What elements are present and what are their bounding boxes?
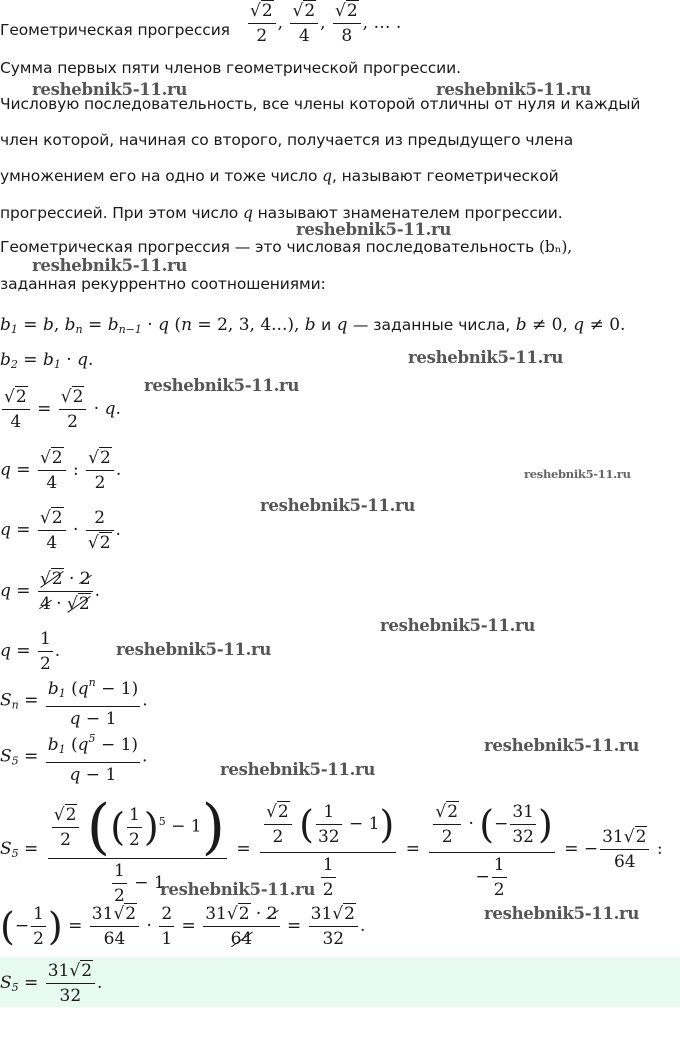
watermark: reshebnik5-11.ru <box>260 496 416 515</box>
theory-line-3: умножением его на одно и тоже число q, называют геометрической <box>0 167 559 185</box>
theory-line-4: прогрессией. При этом число q называют знаменателем прогрессии. <box>0 204 563 222</box>
step-sub: $\frac{√2}{4}$ = $\frac{√2}{2}$ · q. <box>4 387 121 432</box>
theory-line-1: Числовую последовательность, все члены которой отличны от нуля и каждый <box>0 95 641 113</box>
step-q3: q = $\frac{√2 \cdot 2}{4 \cdot √2}$ . <box>0 569 101 614</box>
sum-formula-5: $S_5$ = $\frac{b_1 (q^5 - 1)}{q - 1}$ . <box>0 728 147 786</box>
step-q1: q = $\frac{√2}{4}$ : $\frac{√2}{2}$ . <box>0 448 122 493</box>
sum-formula-general: $S_n$ = $\frac{b_1 (q^n - 1)}{q - 1}$ . <box>0 672 148 730</box>
recurrence-formula: $b_1 = b$, $b_n = b_{n-1} \cdot q$ (n = 2, 3, 4...), b и q — заданные числа, b ≠ 0, q ≠ 0. <box>0 315 626 336</box>
watermark: reshebnik5-11.ru <box>408 348 564 367</box>
watermark: reshebnik5-11.ru <box>296 220 452 239</box>
sum-computation: $S_5$ = $\frac{√2}{2}$ (( $\frac{1}{2}$ )$^5$ − 1) $\frac{1}{2}$ − 1 = $\frac{√2}{2}$ ( $\frac{1}{32}$ − 1) $\frac{1}{2}$ = $\frac{√2}{2}$ · (− $\frac{31}{32}$ ) − $\frac{1}{2}$ = − $\frac{31√2}{64}$ : <box>0 792 663 907</box>
watermark: reshebnik5-11.ru <box>484 736 640 755</box>
problem-question: Сумма первых пяти членов геометрической прогрессии. <box>0 59 461 77</box>
final-answer: $S_5$ = $\frac{31√2}{32}$ . <box>0 961 103 1006</box>
step-q4: q = $\frac{1}{2}$ . <box>0 629 61 674</box>
watermark: reshebnik5-11.ru <box>32 80 188 99</box>
watermark: reshebnik5-11.ru <box>32 256 188 275</box>
step-q2: q = $\frac{√2}{4}$ · $\frac{2}{√2}$ . <box>0 508 121 553</box>
problem-prefix: Геометрическая прогрессия <box>0 21 230 39</box>
watermark: reshebnik5-11.ru <box>484 904 640 923</box>
watermark: reshebnik5-11.ru <box>220 760 376 779</box>
problem-terms: $\frac{√2}{2}$ , $\frac{√2}{4}$ , $\frac{√2}{8}$ , … . <box>250 1 402 46</box>
theory-line-2: член которой, начиная со второго, получается из предыдущего члена <box>0 131 574 149</box>
watermark: reshebnik5-11.ru <box>144 376 300 395</box>
watermark: reshebnik5-11.ru <box>160 880 316 899</box>
theory-line-6: заданная рекуррентно соотношениями: <box>0 275 326 293</box>
watermark: reshebnik5-11.ru <box>380 616 536 635</box>
watermark: reshebnik5-11.ru <box>436 80 592 99</box>
watermark: reshebnik5-11.ru <box>116 640 272 659</box>
theory-line-5: Геометрическая прогрессия — это числовая последовательность (bₙ), <box>0 238 573 256</box>
step-b2: $b_2 = b_1 \cdot q$. <box>0 350 94 371</box>
sum-computation-cont: (− $\frac{1}{2}$ ) = $\frac{31√2}{64}$ · $\frac{2}{1}$ = $\frac{31√2 \cdot 2}{64}$ = $\frac{31√2}{32}$ . <box>0 904 366 949</box>
watermark: reshebnik5-11.ru <box>524 467 631 481</box>
